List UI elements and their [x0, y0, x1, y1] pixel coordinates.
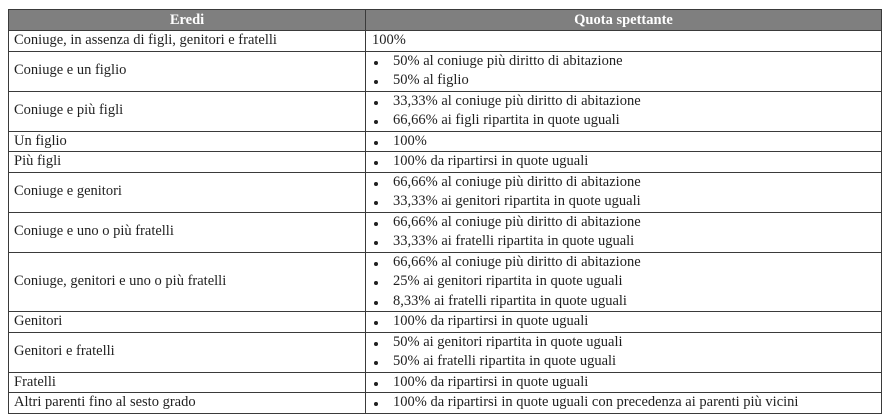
share-item: 100% da ripartirsi in quote uguali	[372, 312, 881, 332]
share-list	[372, 312, 881, 332]
share-cell	[366, 252, 882, 312]
heirs-cell: Coniuge e più figli	[9, 91, 366, 131]
share-cell	[366, 51, 882, 91]
share-item: 25% ai genitori ripartita in quote uguali	[372, 272, 881, 292]
heirs-cell: Più figli	[9, 152, 366, 173]
share-cell	[366, 91, 882, 131]
share-list	[372, 173, 881, 212]
heirs-cell: Genitori e fratelli	[9, 332, 366, 372]
share-item: 50% ai fratelli ripartita in quote uguali	[372, 352, 881, 372]
share-cell	[366, 212, 882, 252]
share-list	[372, 213, 881, 252]
share-cell	[366, 393, 882, 414]
table-row	[9, 91, 882, 131]
share-item: 100% da ripartirsi in quote uguali con precedenza ai parenti più vicini	[372, 393, 881, 413]
share-item: 50% al coniuge più diritto di abitazione	[372, 52, 881, 72]
table-row	[9, 152, 882, 173]
table-row	[9, 312, 882, 333]
share-cell	[366, 31, 882, 52]
table-row	[9, 172, 882, 212]
share-plain-value: 100%	[372, 32, 406, 48]
table-row	[9, 252, 882, 312]
share-list	[372, 253, 881, 312]
share-list	[372, 132, 881, 152]
heirs-cell: Coniuge e un figlio	[9, 51, 366, 91]
table-row	[9, 372, 882, 393]
share-cell	[366, 372, 882, 393]
share-item: 100% da ripartirsi in quote uguali	[372, 152, 881, 172]
share-item: 33,33% ai genitori ripartita in quote uguali	[372, 192, 881, 212]
share-item: 66,66% al coniuge più diritto di abitazione	[372, 173, 881, 193]
inheritance-shares-table	[8, 9, 882, 414]
heirs-cell: Un figlio	[9, 131, 366, 152]
column-header-share: Quota spettante	[366, 10, 882, 31]
inheritance-table-wrapper	[8, 9, 881, 414]
share-list	[372, 333, 881, 372]
share-cell	[366, 172, 882, 212]
share-item: 66,66% al coniuge più diritto di abitazione	[372, 253, 881, 273]
table-row	[9, 131, 882, 152]
column-header-heirs: Eredi	[9, 10, 366, 31]
share-item: 100%	[372, 132, 881, 152]
heirs-cell: Coniuge e uno o più fratelli	[9, 212, 366, 252]
heirs-cell: Coniuge e genitori	[9, 172, 366, 212]
share-cell	[366, 312, 882, 333]
share-item: 33,33% ai fratelli ripartita in quote uguali	[372, 232, 881, 252]
share-item: 8,33% ai fratelli ripartita in quote uguali	[372, 292, 881, 312]
share-cell	[366, 152, 882, 173]
share-list	[372, 152, 881, 172]
share-list	[372, 92, 881, 131]
share-cell	[366, 332, 882, 372]
heirs-cell: Altri parenti fino al sesto grado	[9, 393, 366, 414]
share-item: 66,66% al coniuge più diritto di abitazione	[372, 213, 881, 233]
table-row	[9, 332, 882, 372]
share-item: 100% da ripartirsi in quote uguali	[372, 373, 881, 393]
share-item: 50% ai genitori ripartita in quote uguali	[372, 333, 881, 353]
share-list	[372, 52, 881, 91]
share-cell	[366, 131, 882, 152]
table-row	[9, 31, 882, 52]
heirs-cell: Coniuge, in assenza di figli, genitori e fratelli	[9, 31, 366, 52]
heirs-cell: Fratelli	[9, 372, 366, 393]
share-list	[372, 393, 881, 413]
table-row	[9, 393, 882, 414]
share-item: 66,66% ai figli ripartita in quote uguali	[372, 111, 881, 131]
table-row	[9, 51, 882, 91]
table-header-row	[9, 10, 882, 31]
share-item: 50% al figlio	[372, 71, 881, 91]
share-list	[372, 373, 881, 393]
heirs-cell: Coniuge, genitori e uno o più fratelli	[9, 252, 366, 312]
share-item: 33,33% al coniuge più diritto di abitazione	[372, 92, 881, 112]
table-row	[9, 212, 882, 252]
heirs-cell: Genitori	[9, 312, 366, 333]
